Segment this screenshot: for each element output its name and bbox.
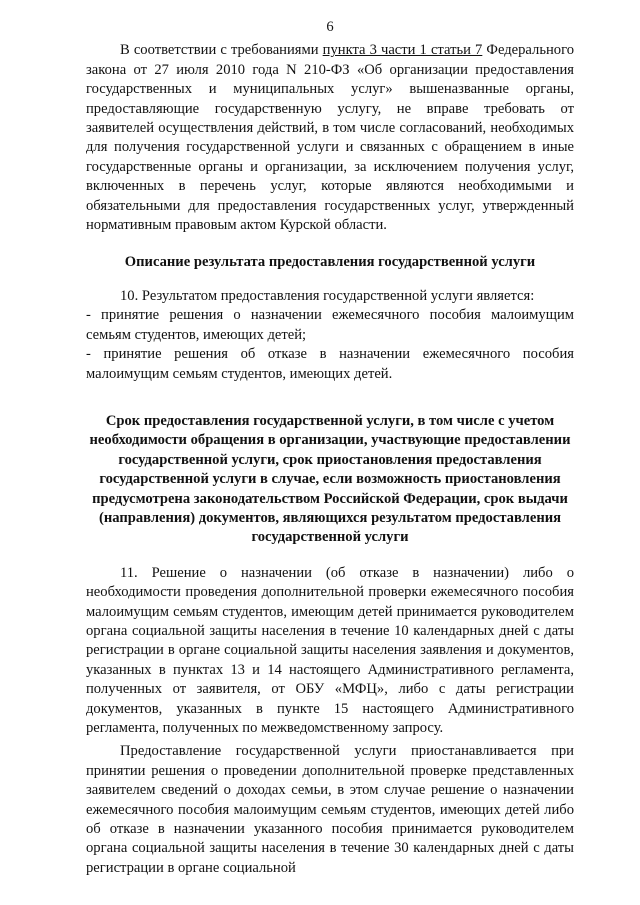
paragraph-10: 10. Результатом предоставления государственной услуги является: [120,287,535,304]
section-heading-result: Описание результата предоставления государственной услуги [124,254,536,271]
paragraph-11: 11. Решение о назначении (об отказе в назначении) либо о необходимости проведения дополнительной проверки ежемесячного пособия малоимущим семьям студентов, имеющим детей принимается руководителем органа социальной защиты населения в течение 10 календарных дней с даты регистрации в органе социальной защиты населения заявления и документов, указанных в пунктах 13 и 14 настоящего Административного регламента, полученных от заявителя, от ОБУ «МФЦ», либо с даты регистрации документов, указанных в пункте 15 настоящего Административного регламента, полученных по межведомственному запросу. [86,564,574,736]
paragraph-suspension: Предоставление государственной услуги приостанавливается при принятии решения о проведении дополнительной проверке представленных заявителем сведений о доходах семьи, в этом случае решение о назначении ежемесячного пособия малоимущим семьям студентов, имеющих детей либо об отказе в назначении указанного пособия принимается руководителем органа социальной защиты населения в течение 30 календарных дней с даты регистрации в органе социальной [86,743,574,876]
page-number: 6 [326,19,334,35]
law-reference-underlined: пункта 3 части 1 статьи 7 [322,42,483,59]
list-item-decision-refusal: - принятие решения об отказе в назначении ежемесячного пособия малоимущим семьям студентов, имеющих детей. [86,346,574,382]
section-heading-deadline: Срок предоставления государственной услуги, в том числе с учетом необходимости обращения в организации, участвующие предоставлении государственной услуги, срок приостановления предоставления государственной услуги в случае, если возможность приостановления предусмотрена законодательством Российской Федерации, срок выдачи (направления) документов, являющихся результатом предоставления государственной услуги [89,412,571,546]
paragraph-requirements [86,41,574,235]
paragraph-rest: Федерального закона от 27 июля 2010 года N 210-ФЗ «Об организации предоставления государственных и муниципальных услуг» вышеназванные органы, предоставляющие государственную услугу, не вправе требовать от заявителей осуществления действий, в том числе согласований, необходимых для получения государственной услуги и связанных с обращением в иные государственные органы и организации, за исключением получения услуг, включенных в перечень услуг, которые являются необходимыми и обязательными для предоставления государственных услуг, утвержденный нормативным правовым актом Курской области. [86,42,575,234]
list-item-decision-grant: - принятие решения о назначении ежемесячного пособия малоимущим семьям студентов, имеющих детей; [86,307,574,343]
document-page [86,18,574,878]
paragraph-lead: В соответствии с требованиями [120,42,323,59]
